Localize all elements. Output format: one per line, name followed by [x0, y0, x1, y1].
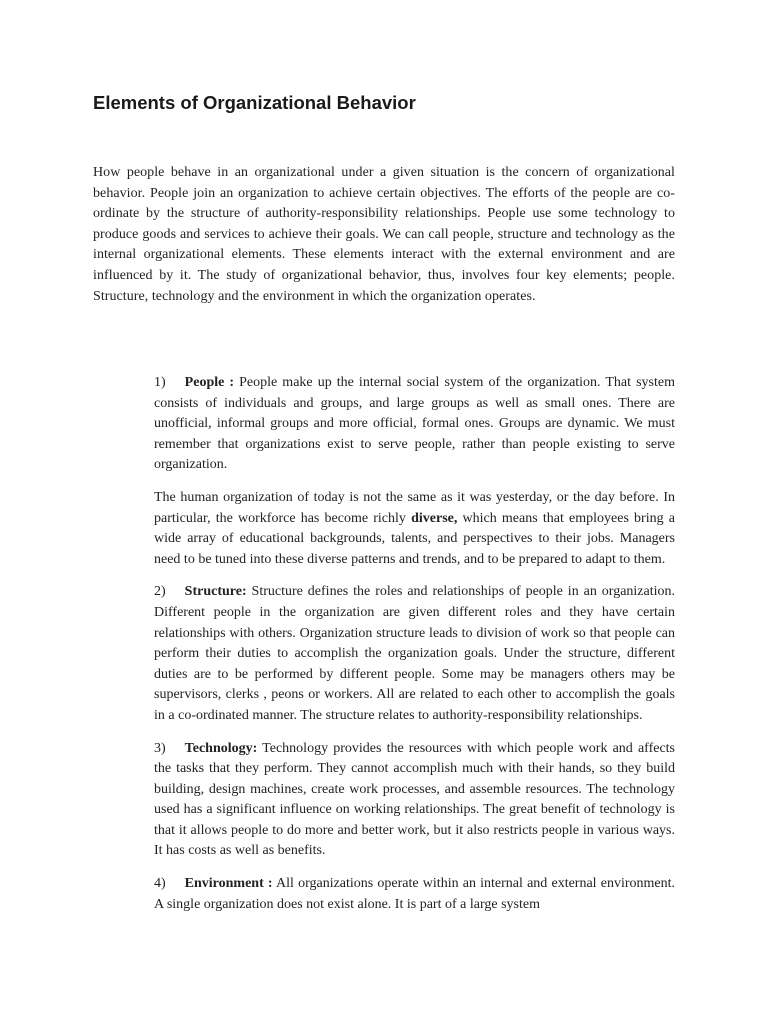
document-title: Elements of Organizational Behavior [93, 92, 416, 113]
section-people [154, 373, 675, 476]
section-number: 4) [154, 876, 166, 892]
intro-paragraph: How people behave in an organizational under a given situation is the concern of organizational behavior. People join an organization to achieve certain objectives. The efforts of the people are co-ordinate by the structure of authority-responsibility relationships. People use some technology to produce goods and services to achieve their goals. We can call people, structure and technology as the internal organizational elements. These elements interact with the external environment and are influenced by it. The study of organizational behavior, thus, involves four key elements; people. Structure, technology and the environment in which the organization operates. [93, 165, 675, 304]
section-text: People make up the internal social system of the organization. That system consists of individuals and groups, and large groups as well as small ones. There are unofficial, informal groups and more official, formal ones. Groups are dynamic. We must remember that organizations exist to serve people, rather than people existing to serve organization. [154, 375, 675, 473]
section-heading: Environment : [184, 876, 273, 892]
section-text: Structure defines the roles and relationships of people in an organization. Different people in the organization are given different roles and they have certain relationships with others. Organization structure leads to division of work so that people can perform their duties to accomplish the organization goals. Under the structure, different duties are to be performed by different people. Some may be managers others may be supervisors, clerks , peons or workers. All are related to each other to accomplish the goals in a co-ordinated manner. The structure relates to authority-responsibility relationships. [154, 584, 675, 723]
section-heading: Structure: [184, 584, 247, 600]
section-structure [154, 582, 675, 726]
section-text: Technology provides the resources with which people work and affects the tasks that they perform. They cannot accomplish much with their hands, so they build building, design machines, create work processes, and assemble resources. The technology used has a significant influence on working relationships. The great benefit of technology is that it allows people to do more and better work, but it also restricts people in various ways. It has costs as well as benefits. [154, 740, 675, 859]
elements-list [154, 373, 675, 915]
section-people-diversity [154, 488, 675, 570]
section-number: 1) [154, 375, 166, 390]
section-number: 3) [154, 740, 166, 756]
section-environment [154, 874, 675, 915]
section-heading: People : [184, 375, 235, 390]
section-number: 2) [154, 584, 166, 600]
paragraph-text: which means that employees bring a wide array of educational backgrounds, talents, and perspectives to their jobs. Managers need to be tuned into these diverse patterns and trends, and to be prepared to adapt to them. [154, 510, 675, 567]
section-text: All organizations operate within an internal and external environment. A single organization does not exist alone. It is part of a large system [154, 876, 675, 912]
paragraph-text: The human organization of today is not the same as it was yesterday, or the day before. In particular, the workforce has become richly [154, 489, 675, 526]
emphasis-text: diverse, [411, 510, 458, 526]
section-heading: Technology: [184, 740, 258, 756]
section-technology [154, 739, 675, 863]
